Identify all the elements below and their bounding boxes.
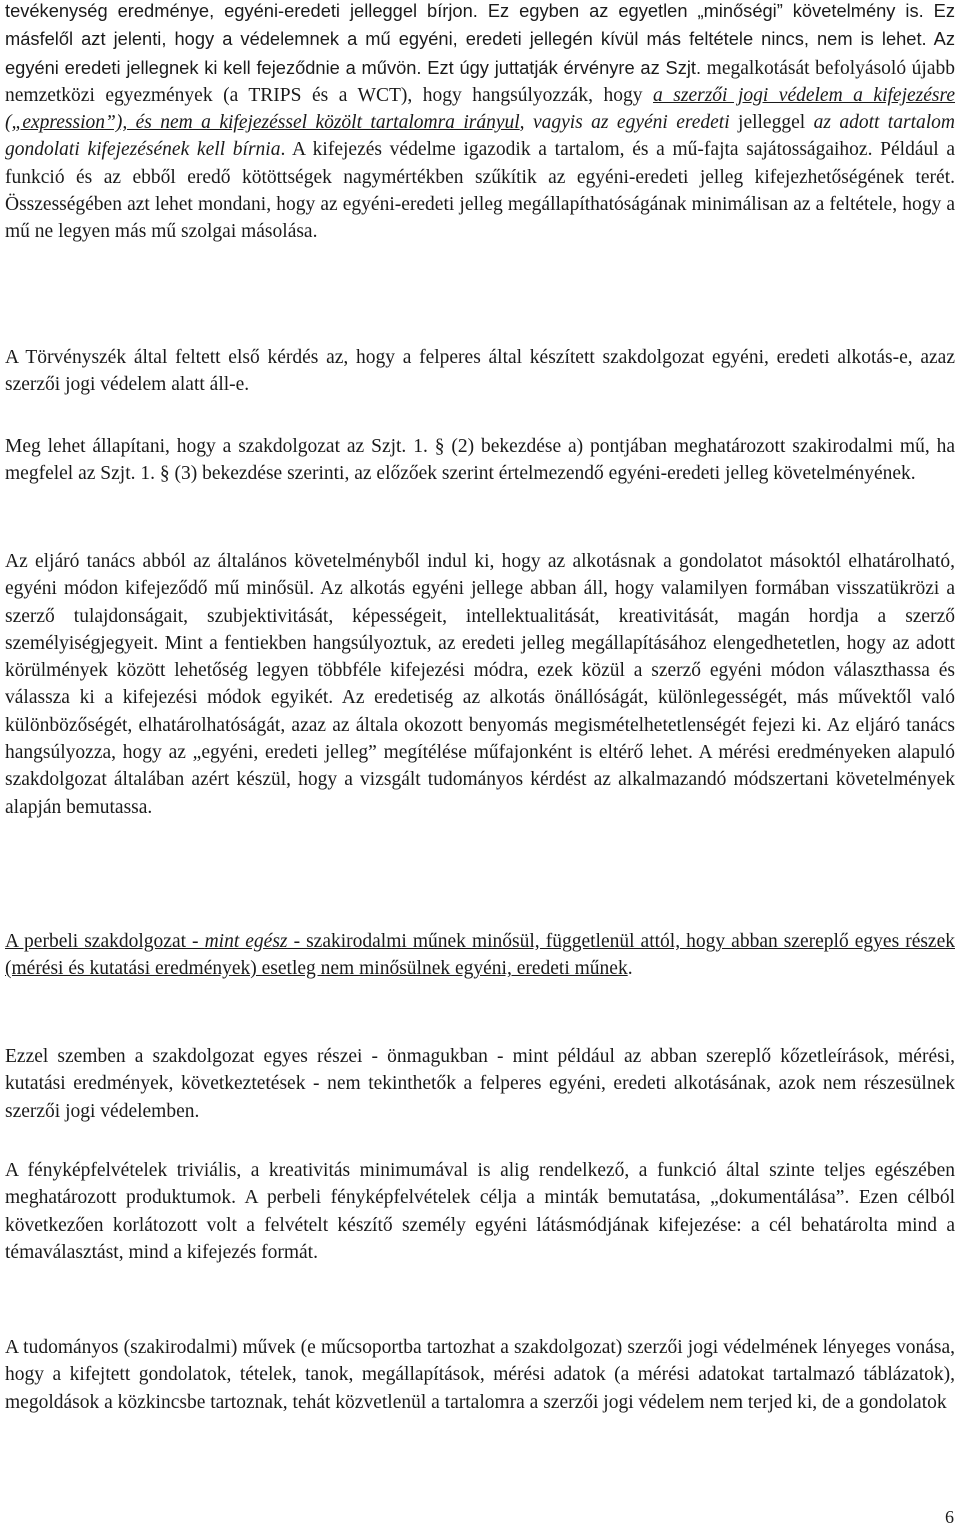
paragraph-text: jelleggel [729, 112, 814, 134]
paragraph-thesis-as-whole [5, 928, 955, 983]
paragraph-literary-work: Meg lehet állapítani, hogy a szakdolgozat az Szjt. 1. § (2) bekezdése a) pontjában meghatározott szakirodalmi mű, ha megfelel az Szjt. 1. § (3) bekezdése szerinti, az előzőek szerint értelmezendő egyéni-eredeti jelleg követelményének. [5, 436, 955, 485]
emphasized-text: a szerzői jogi védelem a kifejezésre („expression”), és nem a kifejezéssel közölt tartalomra irányul [5, 84, 955, 134]
paragraph-text: - szakirodalmi műnek minősül, függetlenül attól, hogy abban szereplő egyes részek (mérési és kutatási eredmények) esetleg nem minősülnek egyéni, eredeti műnek [5, 931, 955, 980]
emphasized-text: az adott tartalom gondolati kifejezésének kell bírnia [5, 112, 955, 161]
emphasized-text: , vagyis az egyéni eredeti [519, 112, 730, 134]
paragraph-thesis-parts: Ezzel szemben a szakdolgozat egyes részei - önmagukban - mint például az abban szereplő kőzetleírások, mérési, kutatási eredmények, következtetések - nem tekinthetők a felperes egyéni, eredeti alkotásának, azok nem részesülnek szerzői jogi védelemben. [5, 1046, 955, 1122]
emphasized-text: mint egész [204, 931, 288, 952]
paragraph-general-requirement: Az eljáró tanács abból az általános követelményből indul ki, hogy az alkotásnak a gondolatot másoktól elhatárolható, egyéni módon kifejeződő mű minősül. Az alkotás egyéni jellege abban áll, hogy valamilyen formában visszatükrözi a szerző tulajdonságait, szubjektivitását, képességeit, intellektualitását, kreativitását, magán hordja a szerző személyiségjegyeit. Mint a fentiekben hangsúlyoztuk, az eredeti jelleg megállapításához elengedhetetlen, hogy az adott körülmények között lehetőség legyen többféle kifejezési módra, ezek közül a szerző egyéni módon választhassa és válassza ki a kifejezési módok egyikét. Az eredetiség az alkotás önállóságát, különlegességét, más művektől való különbözőségét, elhatárolhatóságát, azaz az általa okozott benyomás megismételhetetlenségét fejezi ki. Az eljáró tanács hangsúlyozza, hogy az „egyéni, eredeti jelleg” megítélése műfajonként is eltérő lehet. A mérési eredményeken alapuló szakdolgozat általában azért készül, hogy a vizsgált tudományos kérdést az alkalmazandó módszertani követelmények alapján bemutassa. [5, 551, 955, 818]
paragraph-first-question: A Törvényszék által feltett első kérdés az, hogy a felperes által készített szakdolgozat egyéni, eredeti alkotás-e, azaz szerzői jogi védelem alatt áll-e. [5, 347, 955, 396]
paragraph-scientific-works: A tudományos (szakirodalmi) művek (e műcsoportba tartozhat a szakdolgozat) szerzői jogi védelmének lényeges vonása, hogy a kifejtett gondolatok, tételek, tanok, megállapítások, mérési adatok (a mérési adatokat tartalmazó táblázatok), megoldások a közkincsbe tartoznak, tehát közvetlenül a tartalomra a szerzői jogi védelem nem terjed ki, de a gondolatok [5, 1337, 955, 1413]
paragraph-text: . [627, 958, 633, 980]
page-number: 6 [945, 1507, 954, 1527]
paragraph-text: A perbeli szakdolgozat - [5, 931, 205, 952]
paragraph-text: . A kifejezés védelme igazodik a tartalom, és a mű-fajta sajátosságaihoz. Például a funkció és az ebből eredő kötöttségek nagymértékben szűkítik az egyéni-eredeti jelleg kifejezhetőségének terét. Összességében azt lehet mondani, hogy az egyéni-eredeti jelleg megállapíthatóságának minimálisan az a feltétele, hogy a mű ne legyen más mű szolgai másolása. [5, 139, 956, 243]
paragraph-text: tevékenység eredménye, egyéni-eredeti jelleggel bírjon. Ez egyben az egyetlen „minőségi” követelmény is. Ez másfelől azt jelenti, hogy a védelemnek a mű egyéni, eredeti jellegén kívül más feltétele nincs, nem is lehet. Az egyéni eredeti jellegnek ki kell fejeződnie a művön. Ezt úgy juttatják érvényre az Szjt. [5, 0, 955, 78]
paragraph-photographs: A fényképfelvételek triviális, a kreativitás minimumával is alig rendelkező, a funkció által szinte teljes egészében meghatározott produktumok. A perbeli fényképfelvételek célja a minták bemutatása, „dokumentálása”. Ezen célból következően korlátozott volt a felvételt készítő személy egyéni látásmódjának kifejezése: a cél behatárolta mind a témaválasztást, mind a kifejezés formát. [5, 1160, 955, 1263]
paragraph-text: megalkotását befolyásoló újabb nemzetközi egyezmények (a TRIPS és a WCT), hogy hangsúlyozzák, hogy [5, 57, 955, 106]
paragraph-originality-requirement [5, 0, 955, 246]
